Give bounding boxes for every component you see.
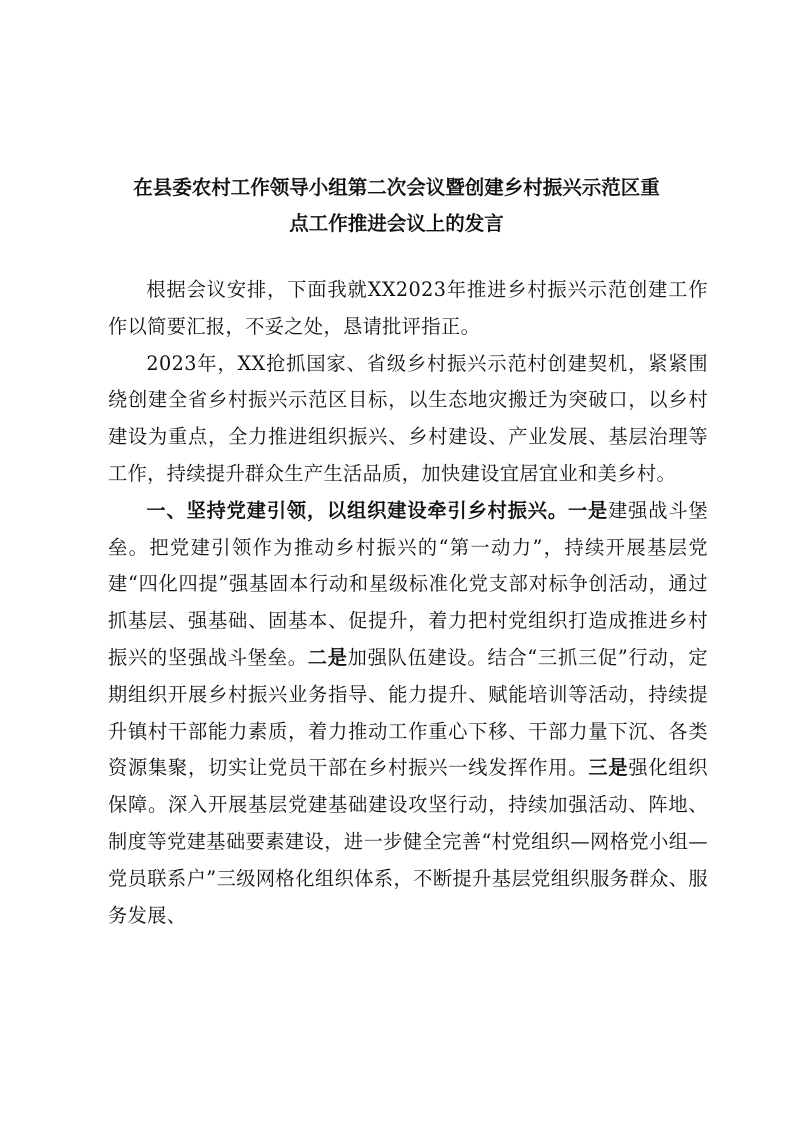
point-2-text: 加强队伍建设。结合“三抓三促”行动，定期组织开展乡村振兴业务指导、能力提升、赋能培训等活动，持续提升镇村干部能力素质，着力推动工作重心下移、干部力量下沉、各类资源集聚，切实让党员干部在乡村振兴一线发挥作用。: [108, 645, 708, 780]
point-1-text: 建强战斗堡垒。把党建引领作为推动乡村振兴的“第一动力”，持续开展基层党建“四化四提”强基固本行动和星级标准化党支部对标争创活动，通过抓基层、强基础、固基本、促提升，着力把村党组织打造成推进乡村振兴的坚强战斗堡垒。: [108, 498, 708, 669]
intro-paragraph: 根据会议安排，下面我就XX2023年推进乡村振兴示范创建工作作以简要汇报，不妥之处，恳请批评指正。: [108, 278, 708, 338]
point-2-label: 二是: [307, 645, 348, 669]
section-1-heading: 一、坚持党建引领，以组织建设牵引乡村振兴。: [146, 498, 568, 522]
section-1-paragraph: [108, 493, 708, 935]
document-title: [104, 170, 689, 242]
point-3-text: 强化组织保障。深入开展基层党建基础建设攻坚行动，持续加强活动、阵地、制度等党建基础要素建设，进一步健全完善“村党组织—网格党小组—党员联系户”三级网格化组织体系，不断提升基层党组织服务群众、服务发展、: [108, 756, 708, 927]
point-3-label: 三是: [588, 756, 629, 780]
point-1-label: 一是: [567, 498, 609, 522]
title-line-2: 点工作推进会议上的发言: [289, 212, 504, 235]
document-body: [108, 272, 708, 934]
title-line-1: 在县委农村工作领导小组第二次会议暨创建乡村振兴示范区重: [133, 176, 660, 199]
overview-paragraph: 2023年，XX抢抓国家、省级乡村振兴示范村创建契机，紧紧围绕创建全省乡村振兴示范区目标，以生态地灾搬迁为突破口，以乡村建设为重点，全力推进组织振兴、乡村建设、产业发展、基层治理等工作，持续提升群众生产生活品质，加快建设宜居宜业和美乡村。: [108, 351, 708, 485]
